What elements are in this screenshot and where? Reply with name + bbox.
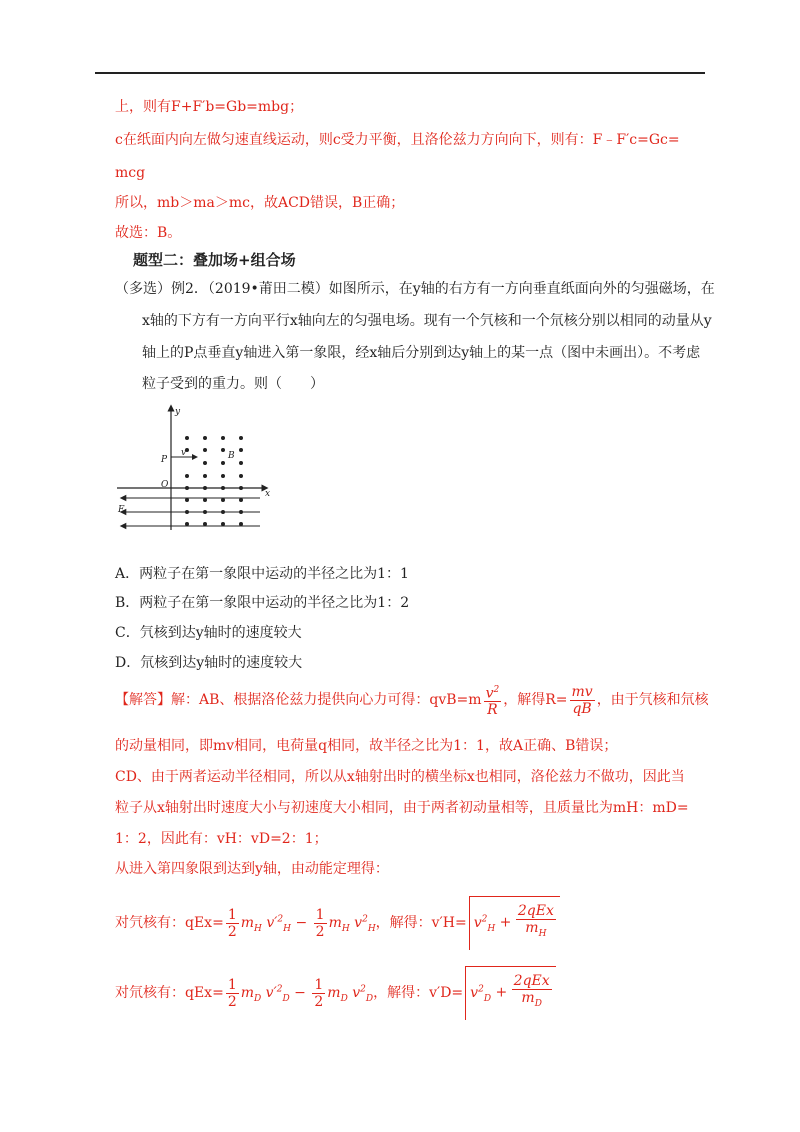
question-line-2: x轴的下方有一方向平行x轴向左的匀强电场。现有一个氕核和一个氘核分别以相同的动量从y (142, 313, 712, 329)
sqrt-expression-h: $v^2_H$ + $\frac{\text{2qEx}}{m_H}$ (469, 896, 560, 950)
o-label: O (161, 480, 169, 490)
question-line-1: （多选）例2．（2019•莆田二模）如图所示，在y轴的右方有一方向垂直纸面向外的匀强磁场，在 (115, 281, 715, 297)
answer-line-3: CD、由于两者运动半径相同，所以从x轴射出时的横坐标x也相同，洛伦兹力不做功，因此当 (115, 769, 685, 785)
answer-line-6: 从进入第四象限到达到y轴，由动能定理得： (115, 861, 389, 877)
answer-line-8: 对氘核有：qEx= $\frac{1}{2}$ $m_D$ $v'^2_D$ − $\frac{1}{2}$ $m_D$ $v^2_D$，解得：$v'D= v^2_D$ + $\frac{\text{2qEx}}{m_D}$ (115, 966, 556, 1021)
answer-line-1: 【解答】解：AB、根据洛伦兹力提供向心力可得：qvB=m $\frac{v^2}{R}$ ，解得R= $\frac{mv}{qB}$ ，由于氕核和氘核 (115, 683, 709, 719)
option-c: C．氕核到达y轴时的速度较大 (115, 625, 302, 641)
section-title: 题型二：叠加场+组合场 (133, 251, 296, 269)
sqrt-expression-d: $v^2_D$ + $\frac{\text{2qEx}}{m_D}$ (465, 966, 556, 1020)
solution-line-4: 所以，mb＞ma＞mc，故ACD错误，B正确； (115, 195, 405, 211)
header-rule (95, 72, 705, 74)
answer-line-7: 对氕核有：qEx= $\frac{1}{2}$ $m_H$ $v'^2_H$ − $\frac{1}{2}$ $m_H$ $v^2_H$，解得：$v'H= v^2_H$ + $\frac{\text{2qEx}}{m_H}$ (115, 896, 560, 951)
question-line-4: 粒子受到的重力。则（ ） (142, 376, 324, 392)
x-label: x (265, 489, 271, 499)
option-b: B．两粒子在第一象限中运动的半径之比为1：2 (115, 595, 410, 611)
answer-line-4: 粒子从x轴射出时速度大小与初速度大小相同，由于两者初动量相等，且质量比为mH：mD= (115, 800, 689, 816)
b-label: B (228, 451, 235, 461)
answer-line-2: 的动量相同，即mv相同，电荷量q相同，故半径之比为1：1，故A正确、B错误； (115, 738, 618, 754)
solution-line-1: 上，则有F+F′b=Gb=mbg； (115, 99, 304, 115)
solution-line-5: 故选：B。 (115, 225, 182, 241)
v-label: v (181, 448, 187, 458)
field-diagram (115, 402, 275, 532)
fraction-mv-qb: $\frac{mv}{qB}$ (571, 683, 593, 717)
p-label: P (161, 455, 168, 465)
question-line-3: 轴上的P点垂直y轴进入第一象限，经x轴后分别到达y轴上的某一点（图中未画出）。不考虑 (142, 345, 701, 361)
answer-line-5: 1：2，因此有：vH：vD=2：1； (115, 831, 328, 847)
fraction-v2-r: $\frac{v^2}{R}$ (484, 682, 502, 719)
solution-line-2: c在纸面内向左做匀速直线运动，则c受力平衡，且洛伦兹力方向向下，则有：F﹣F′c=Gc= (115, 132, 680, 148)
option-d: D．氘核到达y轴时的速度较大 (115, 655, 303, 671)
answer-tag: 【解答】 (115, 692, 171, 708)
e-label: E (118, 505, 125, 515)
option-a: A．两粒子在第一象限中运动的半径之比为1：1 (115, 566, 409, 582)
y-label: y (175, 407, 181, 417)
solution-line-3: mcg (115, 165, 146, 181)
